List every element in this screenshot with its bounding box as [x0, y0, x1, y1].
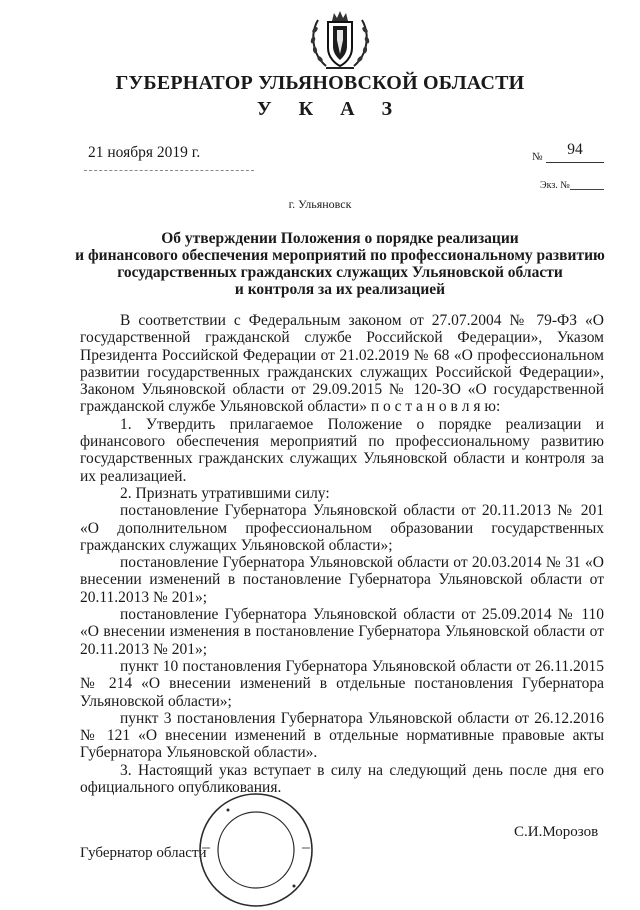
issuing-authority: ГУБЕРНАТОР УЛЬЯНОВСКОЙ ОБЛАСТИ [115, 72, 525, 94]
body-paragraph: 2. Признать утратившими силу: [120, 484, 330, 502]
number-underline [546, 162, 604, 163]
body-paragraph: постановление Губернатора Ульяновской области от 20.03.2014 № 31 «О внесении изменений в постановление Губернатора Ульяновской области от 20.11.2013 № 201»; [80, 554, 604, 606]
title-line: и финансового обеспечения мероприятий по профессиональному развитию [75, 247, 605, 264]
body-paragraph: пункт 3 постановления Губернатора Ульяновской области от 26.12.2016 № 121 «О внесении изменений в отдельные нормативные правовые акты Губернатора Ульяновской области». [80, 709, 604, 762]
decree-title [60, 230, 620, 298]
body-paragraph: пункт 10 постановления Губернатора Ульяновской области от 26.11.2015 № 214 «О внесении изменений в отдельные постановления Губернатора Ульяновской области»; [80, 657, 604, 710]
date-underline [84, 170, 254, 171]
body-paragraph: 1. Утвердить прилагаемое Положение о порядке реализации и финансового обеспечения мероприятий по профессиональному развитию государственных гражданских служащих Ульяновской области и контроля за их реализацией. [80, 415, 604, 485]
body-paragraph: В соответствии с Федеральным законом от 27.07.2004 № 79-ФЗ «О государственной гражданской службе Российской Федерации», Указом Президента Российской Федерации от 21.02.2019 № 68 «О профессиональном развитии государственных гражданских служащих Российской Федерации», Законом Ульяновской области от 29.09.2015 № 120-ЗО «О государственной гражданской службе Ульяновской области» п о с т а н о в л я ю: [80, 312, 604, 416]
decree-body [80, 312, 604, 796]
city: г. Ульяновск [288, 197, 352, 211]
title-line: Об утверждении Положения о порядке реализации [161, 230, 519, 247]
decree-date: 21 ноября 2019 г. [88, 144, 201, 161]
title-line: государственных гражданских служащих Ульяновской области [117, 264, 563, 281]
body-paragraph: 3. Настоящий указ вступает в силу на следующий день после дня его официального опубликования. [80, 761, 604, 797]
decree-number: 94 [567, 141, 583, 158]
number-sign: № [532, 151, 543, 163]
copy-number-label: Экз. № [540, 180, 570, 191]
signatory-name: С.И.Морозов [514, 824, 599, 840]
body-paragraph: постановление Губернатора Ульяновской области от 20.11.2013 № 201 «О дополнительном профессиональном образовании государственных гражданских служащих Ульяновской области»; [80, 502, 604, 554]
title-line: и контроля за их реализацией [234, 281, 446, 298]
body-paragraph: постановление Губернатора Ульяновской области от 25.09.2014 № 110 «О внесении изменения в постановление Губернатора Ульяновской области от 20.11.2013 № 201»; [80, 606, 604, 658]
document-type: У К А З [256, 98, 404, 120]
official-stamp-icon [196, 790, 316, 910]
copy-number-underline [570, 189, 604, 190]
coat-of-arms-icon [304, 8, 376, 78]
signatory-post: Губернатор области [80, 845, 207, 861]
